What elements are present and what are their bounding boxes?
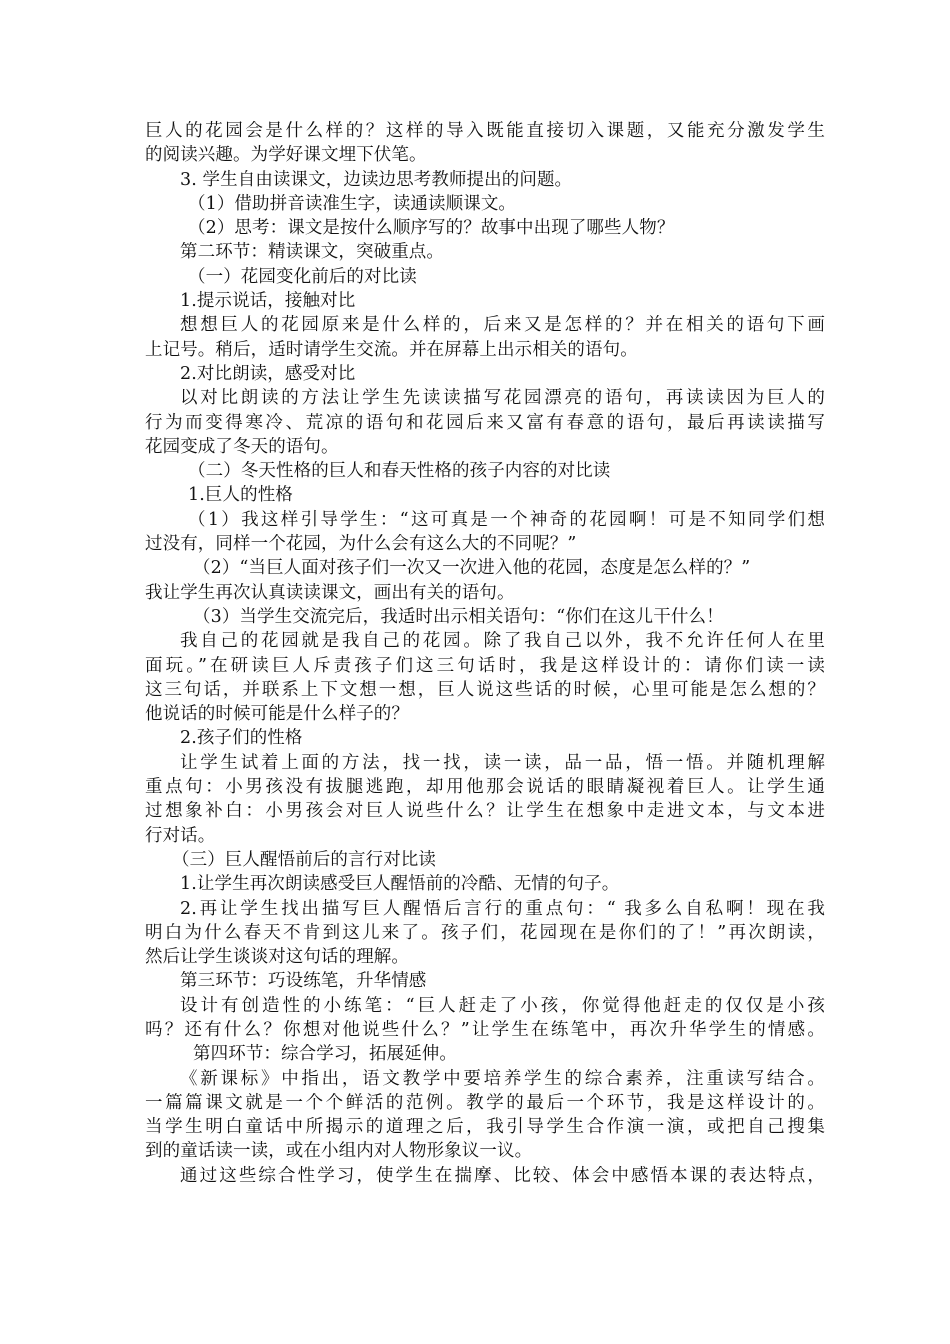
text-line: 2.孩子们的性格 [180, 728, 303, 749]
text-line: 到的童话读一读，或在小组内对人物形象议一议。 [145, 1141, 533, 1162]
text-line: 第四环节：综合学习，拓展延伸。 [193, 1044, 457, 1065]
text-line: 他说话的时候可能是什么样子的？ [145, 704, 409, 725]
text-line: 我自己的花园就是我自己的花园。除了我自己以外，我不允许任何人在里 [180, 631, 825, 652]
text-line: 1.让学生再次朗读感受巨人醒悟前的冷酷、无情的句子。 [180, 874, 620, 895]
text-line: 明白为什么春天不肯到这儿来了。孩子们，花园现在是你们的了！”再次朗读， [145, 922, 825, 943]
text-line: 一篇篇课文就是一个个鲜活的范例。教学的最后一个环节，我是这样设计的。 [145, 1092, 825, 1113]
text-line: 行对话。 [145, 825, 216, 846]
text-line: 想想巨人的花园原来是什么样的，后来又是怎样的？并在相关的语句下画 [180, 315, 825, 336]
text-line: 这三句话，并联系上下文想一想，巨人说这些话的时候，心里可能是怎么想的？ [145, 679, 825, 700]
text-line: 重点句：小男孩没有拔腿逃跑，却用他那会说话的眼睛凝视着巨人。让学生通 [145, 777, 825, 798]
text-line: 面玩。”在研读巨人斥责孩子们这三句话时，我是这样设计的：请你们读一读 [145, 655, 825, 676]
text-line: 上记号。稍后，适时请学生交流。并在屏幕上出示相关的语句。 [145, 339, 638, 360]
text-line: 《新课标》中指出，语文教学中要培养学生的综合素养，注重读写结合。 [180, 1068, 825, 1089]
text-line: 1.巨人的性格 [188, 485, 293, 506]
text-line: 花园变成了冬天的语句。 [145, 436, 339, 457]
text-line: 过没有，同样一个花园，为什么会有这么大的不同呢？” [145, 534, 577, 555]
text-line: 1.提示说话，接触对比 [180, 291, 356, 312]
text-line: （一）花园变化前后的对比读 [188, 266, 417, 287]
text-line: 行为而变得寒冷、荒凉的语句和花园后来又富有春意的语句，最后再读读描写 [145, 412, 825, 433]
text-line: （2）思考：课文是按什么顺序写的？故事中出现了哪些人物？ [188, 218, 675, 239]
text-line: 以对比朗读的方法让学生先读读描写花园漂亮的语句，再读读因为巨人的 [180, 388, 825, 409]
text-line: （1）借助拼音读准生字，读通读顺课文。 [188, 193, 517, 214]
text-line: 巨人的花园会是什么样的？这样的导入既能直接切入课题，又能充分激发学生 [145, 121, 825, 141]
text-line: 让学生试着上面的方法，找一找，读一读，品一品，悟一悟。并随机理解 [180, 752, 825, 773]
text-line: 通过这些综合性学习，使学生在揣摩、比较、体会中感悟本课的表达特点， [180, 1165, 825, 1186]
document-body [145, 119, 825, 1188]
text-line: 第二环节：精读课文，突破重点。 [180, 242, 444, 263]
text-line: （2）“当巨人面对孩子们一次又一次进入他的花园，态度是怎么样的？” [193, 558, 751, 579]
text-line: 然后让学生谈谈对这句话的理解。 [145, 947, 409, 968]
text-line: 我让学生再次认真读读课文，画出有关的语句。 [145, 582, 515, 603]
text-line: 过想象补白：小男孩会对巨人说些什么？让学生在想象中走进文本，与文本进 [145, 801, 825, 822]
text-line: 当学生明白童话中所揭示的道理之后，我引导学生合作演一演，或把自己搜集 [145, 1117, 825, 1138]
text-line: （1）我这样引导学生：“这可真是一个神奇的花园啊！可是不知同学们想 [188, 509, 825, 530]
text-line: （二）冬天性格的巨人和春天性格的孩子内容的对比读 [188, 461, 611, 482]
text-line: 第三环节：巧设练笔，升华情感 [180, 971, 427, 992]
text-line: 3. 学生自由读课文，边读边思考教师提出的问题。 [180, 169, 573, 190]
text-line: （三）巨人醒悟前后的言行对比读 [172, 849, 436, 870]
text-line: 的阅读兴趣。为学好课文埋下伏笔。 [145, 145, 427, 166]
text-line: 设计有创造性的小练笔：“巨人赶走了小孩，你觉得他赶走的仅仅是小孩 [180, 995, 825, 1016]
text-line: （3）当学生交流完后，我适时出示相关语句：“你们在这儿干什么！ [193, 606, 724, 627]
text-line: 吗？还有什么？你想对他说些什么？”让学生在练笔中，再次升华学生的情感。 [145, 1019, 825, 1040]
text-line: 2.再让学生找出描写巨人醒悟后言行的重点句：“ 我多么自私啊！现在我 [180, 898, 825, 919]
text-line: 2.对比朗读，感受对比 [180, 363, 356, 384]
